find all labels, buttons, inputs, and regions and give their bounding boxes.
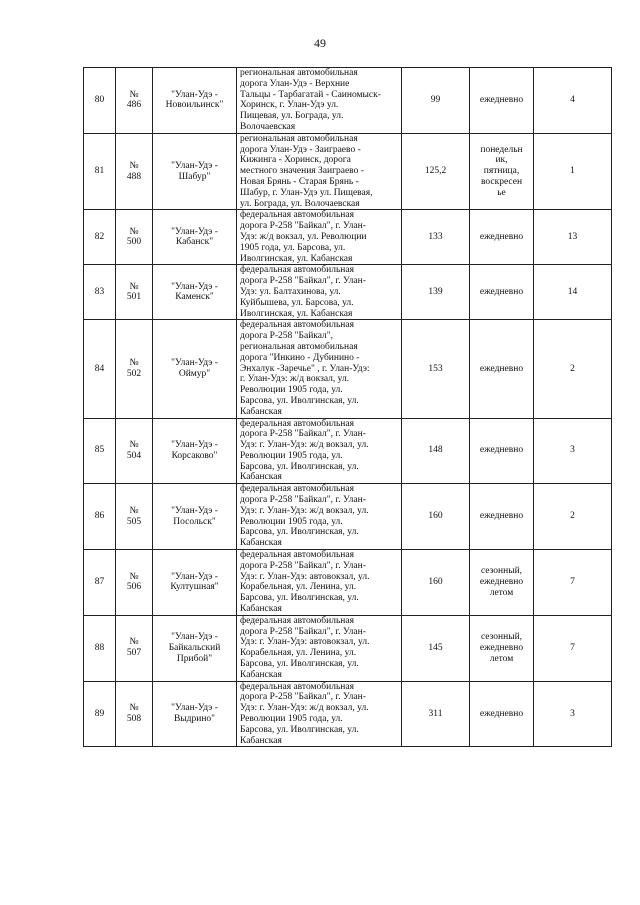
table-row: [84, 265, 612, 320]
trips-count-cell: 3: [534, 418, 612, 484]
row-index-cell: 89: [84, 681, 116, 747]
route-path-cell: федеральная автомобильная дорога Р-258 "Байкал", г. Улан- Удэ: г. Улан-Удэ: ж/д вокзал, ул. Революции 1905 года, ул. Барсова, ул. Иволгинская, ул. Кабанская: [237, 484, 402, 550]
distance-cell: 133: [402, 210, 470, 265]
distance-cell: 99: [402, 68, 470, 134]
row-index-cell: 84: [84, 320, 116, 418]
route-path-cell: региональная автомобильная дорога Улан-Удэ - Верхние Тальцы - Тарбагатай - Саиномыск- Хоринск, г. Улан-Удэ ул. Пищевая, ул. Бограда, ул. Волочаевская: [237, 68, 402, 134]
route-number-cell: № 507: [116, 615, 153, 681]
schedule-cell: ежедневно: [470, 418, 534, 484]
schedule-cell: ежедневно: [470, 265, 534, 320]
route-number-cell: № 486: [116, 68, 153, 134]
routes-table-body: [84, 68, 612, 747]
route-name-cell: "Улан-Удэ - Кабанск": [153, 210, 237, 265]
table-row: [84, 550, 612, 616]
route-name-cell: "Улан-Удэ - Култушная": [153, 550, 237, 616]
row-index-cell: 86: [84, 484, 116, 550]
route-number-cell: № 502: [116, 320, 153, 418]
route-number-cell: № 508: [116, 681, 153, 747]
route-path-cell: федеральная автомобильная дорога Р-258 "Байкал", г. Улан- Удэ: ж/д вокзал, ул. Революции 1905 года, ул. Барсова, ул. Иволгинская, ул. Кабанская: [237, 210, 402, 265]
trips-count-cell: 2: [534, 484, 612, 550]
schedule-cell: ежедневно: [470, 484, 534, 550]
route-name-cell: "Улан-Удэ - Посольск": [153, 484, 237, 550]
table-row: [84, 210, 612, 265]
distance-cell: 125,2: [402, 133, 470, 210]
distance-cell: 145: [402, 615, 470, 681]
table-row: [84, 681, 612, 747]
route-name-cell: "Улан-Удэ - Байкальский Прибой": [153, 615, 237, 681]
routes-table: [83, 67, 612, 747]
route-number-cell: № 504: [116, 418, 153, 484]
schedule-cell: сезонный, ежедневно летом: [470, 615, 534, 681]
row-index-cell: 83: [84, 265, 116, 320]
distance-cell: 153: [402, 320, 470, 418]
distance-cell: 148: [402, 418, 470, 484]
row-index-cell: 81: [84, 133, 116, 210]
table-row: [84, 320, 612, 418]
table-row: [84, 133, 612, 210]
row-index-cell: 82: [84, 210, 116, 265]
route-name-cell: "Улан-Удэ - Шабур": [153, 133, 237, 210]
schedule-cell: ежедневно: [470, 320, 534, 418]
table-row: [84, 615, 612, 681]
route-number-cell: № 501: [116, 265, 153, 320]
route-path-cell: региональная автомобильная дорога Улан-Удэ - Заиграево - Кижинга - Хоринск, дорога местного значения Заиграево - Новая Брянь - Старая Брянь - Шабур, г. Улан-Удэ ул. Пищевая, ул. Бограда, ул. Волочаевская: [237, 133, 402, 210]
distance-cell: 160: [402, 550, 470, 616]
table-row: [84, 68, 612, 134]
row-index-cell: 80: [84, 68, 116, 134]
trips-count-cell: 13: [534, 210, 612, 265]
schedule-cell: ежедневно: [470, 210, 534, 265]
schedule-cell: понедельн ик, пятница, воскресен ье: [470, 133, 534, 210]
route-number-cell: № 506: [116, 550, 153, 616]
route-name-cell: "Улан-Удэ - Выдрино": [153, 681, 237, 747]
row-index-cell: 88: [84, 615, 116, 681]
table-row: [84, 484, 612, 550]
trips-count-cell: 14: [534, 265, 612, 320]
table-row: [84, 418, 612, 484]
route-name-cell: "Улан-Удэ - Каменск": [153, 265, 237, 320]
route-number-cell: № 505: [116, 484, 153, 550]
trips-count-cell: 2: [534, 320, 612, 418]
route-path-cell: федеральная автомобильная дорога Р-258 "Байкал", г. Улан- Удэ: г. Улан-Удэ: ж/д вокзал, ул. Революции 1905 года, ул. Барсова, ул. Иволгинская, ул. Кабанская: [237, 418, 402, 484]
distance-cell: 139: [402, 265, 470, 320]
schedule-cell: ежедневно: [470, 68, 534, 134]
page-number: 49: [314, 36, 326, 50]
trips-count-cell: 7: [534, 615, 612, 681]
trips-count-cell: 4: [534, 68, 612, 134]
schedule-cell: сезонный, ежедневно летом: [470, 550, 534, 616]
distance-cell: 160: [402, 484, 470, 550]
row-index-cell: 87: [84, 550, 116, 616]
route-name-cell: "Улан-Удэ - Корсаково": [153, 418, 237, 484]
route-number-cell: № 488: [116, 133, 153, 210]
route-name-cell: "Улан-Удэ - Оймур": [153, 320, 237, 418]
schedule-cell: ежедневно: [470, 681, 534, 747]
route-path-cell: федеральная автомобильная дорога Р-258 "Байкал", г. Улан- Удэ: г. Улан-Удэ: ж/д вокзал, ул. Революции 1905 года, ул. Барсова, ул. Иволгинская, ул. Кабанская: [237, 681, 402, 747]
route-path-cell: федеральная автомобильная дорога Р-258 "Байкал", г. Улан- Удэ: г. Улан-Удэ: автовокзал, ул. Корабельная, ул. Ленина, ул. Барсова, ул. Иволгинская, ул. Кабанская: [237, 550, 402, 616]
row-index-cell: 85: [84, 418, 116, 484]
distance-cell: 311: [402, 681, 470, 747]
route-number-cell: № 500: [116, 210, 153, 265]
route-path-cell: федеральная автомобильная дорога Р-258 "Байкал", г. Улан- Удэ: г. Улан-Удэ: автовокзал, ул. Корабельная, ул. Ленина, ул. Барсова, ул. Иволгинская, ул. Кабанская: [237, 615, 402, 681]
trips-count-cell: 7: [534, 550, 612, 616]
trips-count-cell: 1: [534, 133, 612, 210]
route-path-cell: федеральная автомобильная дорога Р-258 "Байкал", региональная автомобильная дорога "Инкино - Дубинино - Энхалук -Заречье" , г. Улан-Удэ: г. Улан-Удэ: ж/д вокзал, ул. Революции 1905 года, ул. Барсова, ул. Иволгинская, ул. Кабанская: [237, 320, 402, 418]
route-name-cell: "Улан-Удэ - Новоильинск": [153, 68, 237, 134]
trips-count-cell: 3: [534, 681, 612, 747]
route-path-cell: федеральная автомобильная дорога Р-258 "Байкал", г. Улан- Удэ: ул. Балтахинова, ул. Куйбышева, ул. Барсова, ул. Иволгинская, ул. Кабанская: [237, 265, 402, 320]
